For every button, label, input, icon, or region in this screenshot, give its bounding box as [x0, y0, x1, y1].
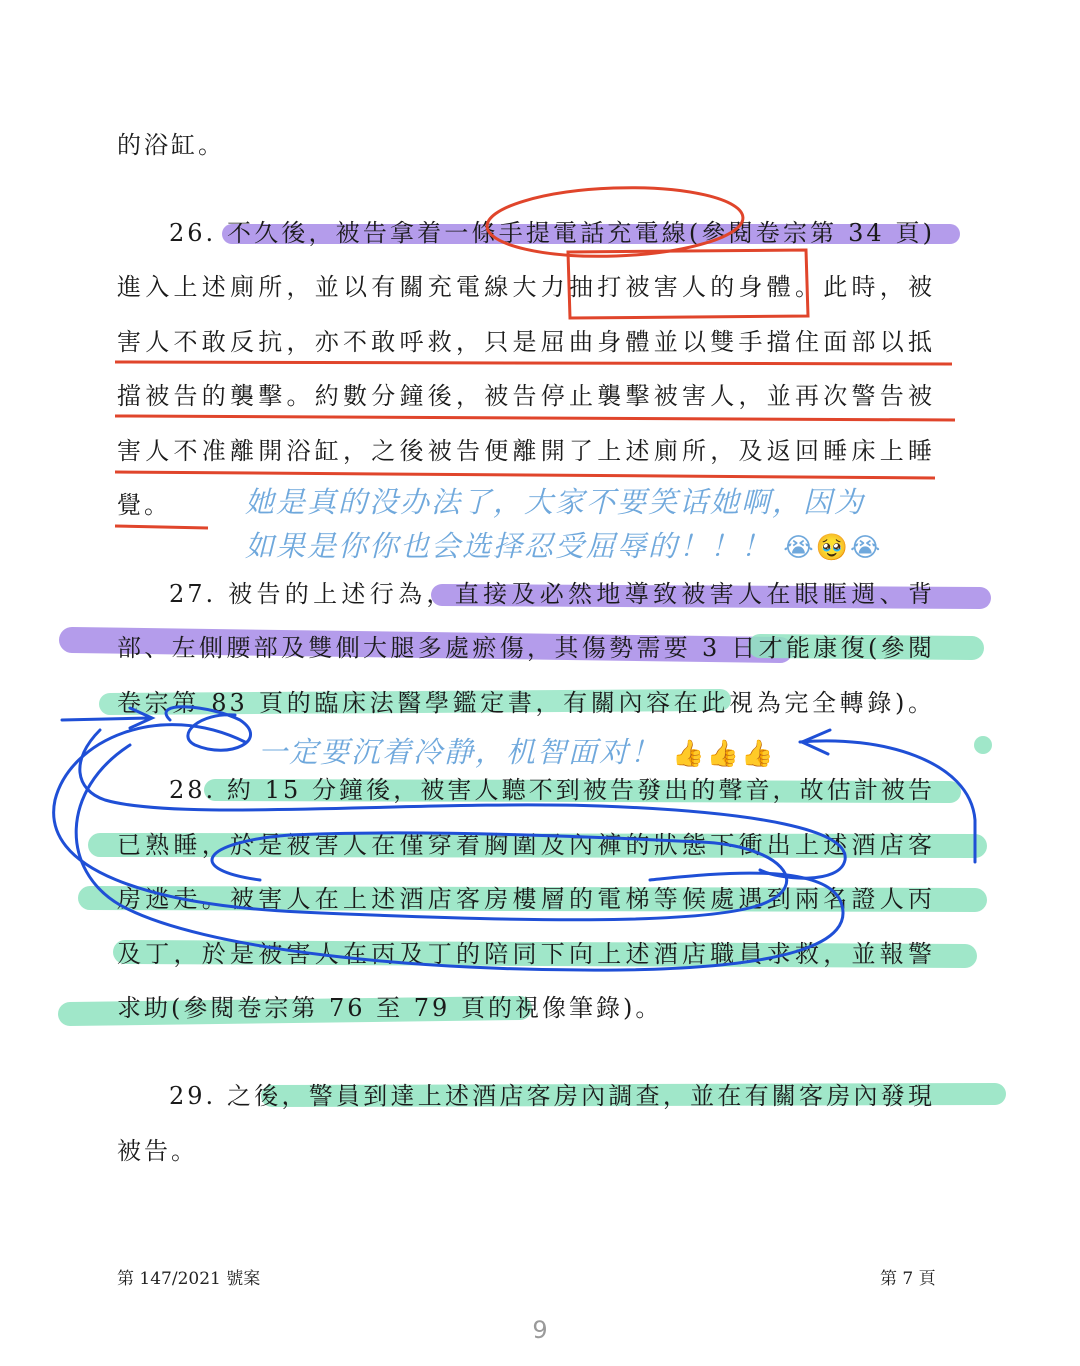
red-underline	[115, 416, 955, 420]
blue-scribble-loop	[76, 745, 843, 970]
doc-line: 的浴缸。	[117, 131, 225, 159]
blue-arrow-annotation	[62, 708, 152, 728]
paragraph-27-line: 27. 被告的上述行為，直接及必然地導致被害人在眼眶週、背	[169, 580, 935, 608]
paragraph-27-line: 部、左側腰部及雙側大腿多處瘀傷，其傷勢需要 3 日才能康復(參閱	[117, 634, 935, 662]
blue-arrow-annotation	[800, 741, 975, 862]
paragraph-26-line: 26. 不久後，被告拿着一條手提電話充電線(參閱卷宗第 34 頁)	[169, 219, 935, 247]
red-underline	[115, 472, 935, 478]
paragraph-28-line: 已熟睡，於是被害人在僅穿着胸圍及內褲的狀態下衝出上述酒店客	[117, 831, 935, 859]
paragraph-26-line: 進入上述廁所，並以有關充電線大力抽打被害人的身體。此時，被	[117, 273, 935, 301]
paragraph-27-line: 卷宗第 83 頁的臨床法醫學鑑定書，有關內容在此視為完全轉錄)。	[117, 689, 935, 717]
paragraph-26-line: 覺。	[117, 491, 171, 519]
page-label-footer: 第 7 頁	[880, 1269, 936, 1289]
red-underline	[115, 362, 952, 364]
paragraph-28-line: 求助(參閱卷宗第 76 至 79 頁的視像筆錄)。	[117, 994, 663, 1022]
paragraph-29-line: 29. 之後，警員到達上述酒店客房內調查，並在有關客房內發現	[169, 1082, 935, 1110]
blue-scribble-loop	[80, 730, 845, 878]
viewer-page-number: 9	[532, 1316, 548, 1344]
thumbs-up-emoji-icon: 👍👍👍	[672, 739, 776, 769]
handwritten-note-text: 如果是你你也会选择忍受屈辱的！！！	[245, 529, 773, 563]
blue-scribble-loop	[54, 725, 787, 920]
paragraph-26-line: 擋被告的襲擊。約數分鐘後，被告停止襲擊被害人，並再次警告被	[117, 382, 935, 410]
handwritten-note-text: 一定要沉着冷静，机智面对！	[258, 735, 662, 769]
paragraph-26-line: 害人不敢反抗，亦不敢呼救，只是屈曲身體並以雙手擋住面部以抵	[117, 328, 935, 356]
red-box-annotation	[568, 250, 808, 318]
red-underline	[115, 526, 208, 528]
paragraph-26-line: 害人不准離開浴缸，之後被告便離開了上述廁所，及返回睡床上睡	[117, 437, 935, 465]
paragraph-28-line: 及丁，於是被害人在丙及丁的陪同下向上述酒店職員求救，並報警	[117, 940, 935, 968]
paragraph-28-line: 房逃走。被害人在上述酒店客房樓層的電梯等候處遇到兩名證人丙	[117, 885, 935, 913]
paragraph-29-line: 被告。	[117, 1137, 198, 1165]
crying-emoji-icon: 😭🥹😭	[783, 533, 883, 563]
paragraph-28-line: 28. 約 15 分鐘後，被害人聽不到被告發出的聲音，故估計被告	[169, 776, 935, 804]
handwritten-note-line: 她是真的没办法了，大家不要笑话她啊，因为	[245, 485, 866, 519]
red-circle-annotation	[486, 184, 744, 261]
case-number-footer: 第 147/2021 號案	[117, 1269, 261, 1289]
